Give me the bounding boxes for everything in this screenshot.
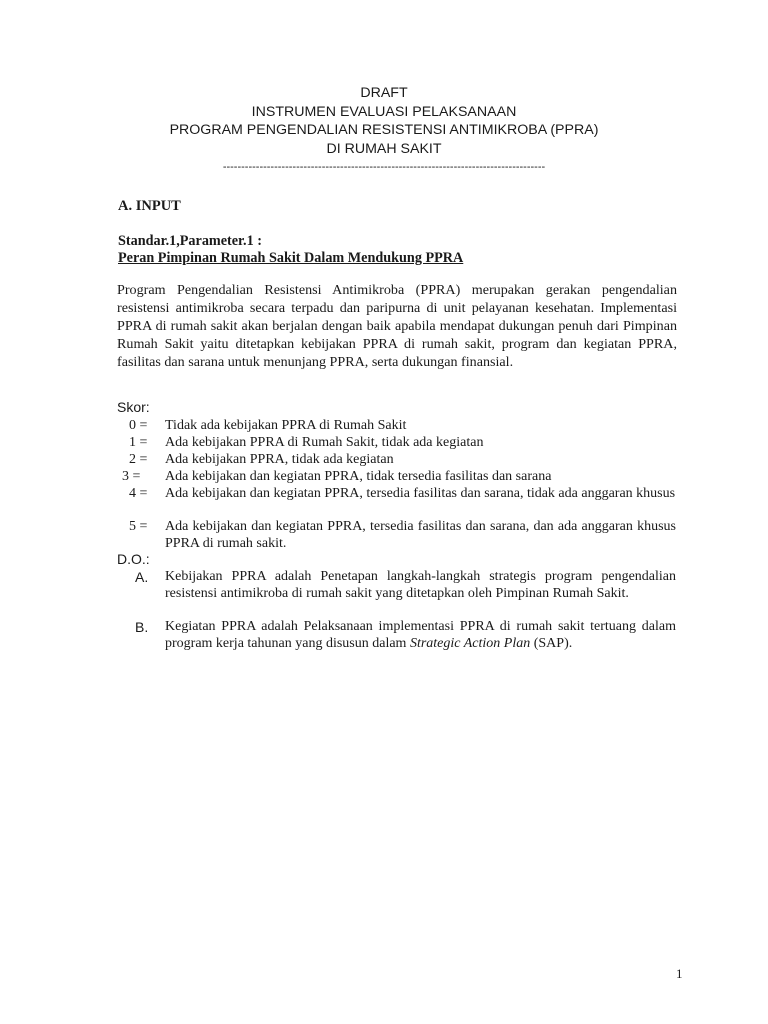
skor-number: 1 = xyxy=(129,435,148,450)
skor-number: 0 = xyxy=(129,418,148,433)
do-text-part: Kegiatan PPRA adalah Pelaksanaan implementasi PPRA di rumah sakit tertuang dalam program kerja tahunan yang disusun dalam xyxy=(165,619,676,651)
standard-block xyxy=(118,233,463,267)
intro-paragraph: Program Pengendalian Resistensi Antimikroba (PPRA) merupakan gerakan pengendalian resistensi antimikroba secara terpadu dan paripurna di unit pelayanan kesehatan. Implementasi PPRA di rumah sakit akan berjalan dengan baik apabila mendapat dukungan penuh dari Pimpinan Rumah Sakit yaitu ditetapkan kebijakan PPRA di rumah sakit, program dan kegiatan PPRA, fasilitas dan sarana untuk menunjang PPRA, serta dukungan finansial. xyxy=(117,282,677,370)
skor-number: 5 = xyxy=(129,519,148,534)
do-text-part: (SAP). xyxy=(530,635,573,651)
do-text: Kebijakan PPRA adalah Penetapan langkah-langkah strategis program pengendalian resistensi antimikroba di rumah sakit yang ditetapkan oleh Pimpinan Rumah Sakit. xyxy=(165,569,676,601)
skor-text: Tidak ada kebijakan PPRA di Rumah Sakit xyxy=(165,418,407,433)
header-draft: DRAFT xyxy=(360,85,408,101)
skor-number: 4 = xyxy=(129,486,148,501)
header-title: INSTRUMEN EVALUASI PELAKSANAAN xyxy=(251,103,517,120)
skor-label: Skor: xyxy=(117,399,150,415)
skor-number: 3 = xyxy=(122,469,141,484)
header-program: PROGRAM PENGENDALIAN RESISTENSI ANTIMIKROBA (PPRA) xyxy=(169,122,599,138)
skor-text: Ada kebijakan PPRA, tidak ada kegiatan xyxy=(165,452,394,467)
standard-label: Standar.1,Parameter.1 : xyxy=(118,233,262,249)
skor-number: 2 = xyxy=(129,452,148,467)
page-number: 1 xyxy=(676,966,683,981)
do-text xyxy=(165,619,676,652)
skor-text: Ada kebijakan PPRA di Rumah Sakit, tidak ada kegiatan xyxy=(165,435,484,450)
skor-text: Ada kebijakan dan kegiatan PPRA, tersedia fasilitas dan sarana, tidak ada anggaran khusus xyxy=(165,486,676,501)
header-divider: ---------------------------------------------------------------------------------------- xyxy=(222,161,546,173)
document-header xyxy=(0,84,768,174)
do-letter: A. xyxy=(135,569,149,585)
do-text-italic: Strategic Action Plan xyxy=(409,635,531,651)
skor-text: Ada kebijakan dan kegiatan PPRA, tersedia fasilitas dan sarana, dan ada anggaran khusus PPRA di rumah sakit. xyxy=(165,519,676,551)
do-letter: B. xyxy=(135,619,149,635)
standard-title: Peran Pimpinan Rumah Sakit Dalam Mendukung PPRA xyxy=(118,250,464,266)
do-label: D.O.: xyxy=(117,551,150,567)
header-location: DI RUMAH SAKIT xyxy=(326,140,442,157)
section-heading: A. INPUT xyxy=(118,198,181,214)
skor-text: Ada kebijakan dan kegiatan PPRA, tidak tersedia fasilitas dan sarana xyxy=(165,469,552,484)
